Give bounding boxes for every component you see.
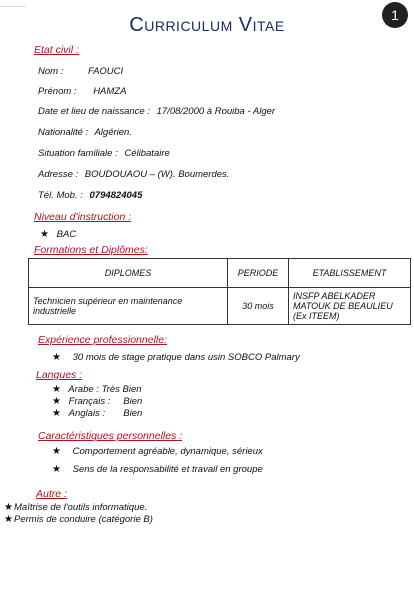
instruction-text: BAC (56, 229, 77, 240)
section-experience: Expérience professionnelle: (38, 334, 167, 346)
langue-level: Bien (123, 408, 143, 419)
star-icon: ★ (52, 396, 61, 407)
table-header-row (29, 259, 411, 288)
cell-etablissement: INSFP ABELKADER MATOUK DE BEAULIEU (Ex ITEEM) (289, 288, 411, 325)
langue-name: Anglais : (68, 408, 106, 419)
section-caracteristiques: Caractéristiques personnelles : (38, 430, 183, 442)
page-edge (0, 0, 26, 7)
langue-item (52, 384, 142, 395)
star-icon: ★ (4, 502, 13, 513)
langue-level: Bien (123, 396, 143, 407)
langue-level: Très Bien (101, 384, 142, 395)
langue-item (52, 408, 142, 419)
autre-item (4, 502, 147, 513)
situation-row (38, 148, 170, 159)
autre-item (4, 514, 153, 525)
langue-name: Français : (68, 396, 111, 407)
formations-table (28, 258, 411, 325)
page-number-badge: 1 (382, 2, 408, 28)
star-icon: ★ (52, 408, 61, 419)
tel-value: 0794824045 (89, 190, 143, 201)
star-icon: ★ (52, 464, 61, 475)
star-icon: ★ (4, 514, 13, 525)
adresse-row (38, 169, 229, 180)
star-icon: ★ (52, 384, 61, 395)
prenom-label: Prénom : (38, 86, 77, 97)
prenom-row (38, 86, 126, 97)
experience-item (52, 352, 300, 363)
langue-name: Arabe : (68, 384, 99, 395)
situation-value: Célibataire (124, 148, 170, 159)
prenom-value: HAMZA (93, 86, 127, 97)
situation-label: Situation familiale : (38, 148, 118, 159)
caracteristique-text: Comportement agréable, dynamique, sérieux (72, 446, 263, 457)
cell-periode: 30 mois (228, 288, 289, 325)
langue-item (52, 396, 142, 407)
section-autre: Autre : (36, 488, 67, 500)
nom-label: Nom : (38, 66, 64, 77)
col-etablissement: ETABLISSEMENT (289, 259, 411, 288)
star-icon: ★ (40, 229, 49, 240)
section-etat-civil: Etat civil : (34, 44, 79, 56)
caracteristique-item (52, 464, 263, 475)
nationalite-label: Nationalité : (38, 127, 89, 138)
star-icon: ★ (52, 352, 61, 363)
adresse-value: BOUDOUAOU – (W). Boumerdes. (84, 169, 230, 180)
autre-text: Maîtrise de l'outils informatique. (14, 502, 148, 513)
adresse-label: Adresse : (38, 169, 79, 180)
birth-label: Date et lieu de naissance : (38, 106, 150, 117)
section-instruction: Niveau d'instruction : (34, 211, 132, 223)
autre-text: Permis de conduire (catégorie B) (14, 514, 153, 525)
tel-row (38, 190, 142, 201)
section-formations: Formations et Diplômes: (34, 244, 148, 256)
caracteristique-text: Sens de la responsabilité et travail en groupe (72, 464, 263, 475)
table-row (29, 288, 411, 325)
experience-text: 30 mois de stage pratique dans usin SOBCO Palmary (72, 352, 300, 363)
instruction-item (40, 229, 76, 240)
tel-label: Tél. Mob. : (38, 190, 83, 201)
nom-value: FAOUCI (87, 66, 124, 77)
cell-diplome: Technicien supérieur en maintenance industrielle (29, 288, 228, 325)
star-icon: ★ (52, 446, 61, 457)
col-periode: PERIODE (228, 259, 289, 288)
birth-value: 17/08/2000 à Rouiba - Alger (156, 106, 276, 117)
birth-row (38, 106, 275, 117)
page-title: Curriculum Vitae (129, 14, 285, 36)
col-diplomes: DIPLOMES (29, 259, 228, 288)
section-langues: Langues : (36, 369, 83, 381)
nationalite-value: Algérien. (94, 127, 132, 138)
nom-row (38, 66, 123, 77)
caracteristique-item (52, 446, 263, 457)
nationalite-row (38, 127, 132, 138)
